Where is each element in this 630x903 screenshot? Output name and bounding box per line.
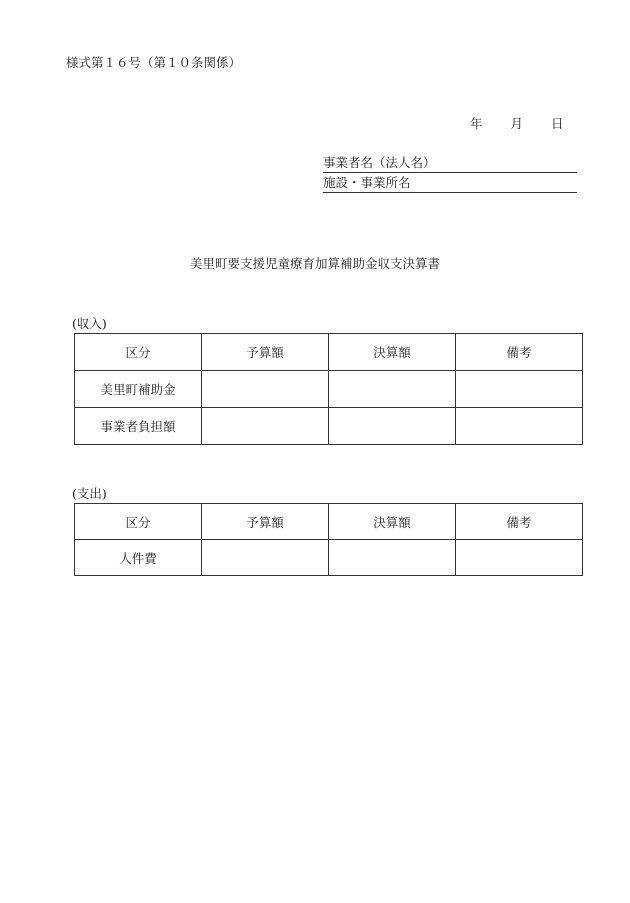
expense-header-remarks: 備考 [456,504,583,540]
expense-section-label: (支出) [72,486,107,501]
income-row-2-settlement-cell[interactable] [329,408,456,445]
income-section-label: (収入) [72,316,107,331]
facility-name-label: 施設・事業所名 [323,175,411,190]
income-header-row [75,334,583,371]
expense-row-1-settlement-cell[interactable] [329,540,456,576]
date-month-label: 月 [510,116,524,131]
income-row-1-category: 美里町補助金 [75,371,202,408]
income-row-1-remarks-cell[interactable] [456,371,583,408]
income-header-settlement: 決算額 [329,334,456,371]
income-row-2-remarks-cell[interactable] [456,408,583,445]
business-name-label: 事業者名（法人名） [323,155,436,170]
document-title: 美里町要支援児童療育加算補助金収支決算書 [189,256,440,271]
expense-header-budget: 予算額 [202,504,329,540]
date-year-label: 年 [470,116,483,131]
expense-row-1-budget-cell[interactable] [202,540,329,576]
income-header-category: 区分 [75,334,202,371]
income-row-2-category: 事業者負担額 [75,408,202,445]
income-row-2-budget-cell[interactable] [202,408,329,445]
expense-header-row [75,504,583,540]
facility-name-field[interactable] [323,175,577,193]
expense-row-1-category: 人件費 [75,540,202,576]
date-day-label: 日 [551,116,564,131]
table-row [75,371,583,408]
income-table [74,333,583,445]
income-header-remarks: 備考 [456,334,583,371]
income-header-budget: 予算額 [202,334,329,371]
income-row-1-settlement-cell[interactable] [329,371,456,408]
expense-header-settlement: 決算額 [329,504,456,540]
income-row-1-budget-cell[interactable] [202,371,329,408]
business-name-field[interactable] [323,155,577,173]
table-row [75,408,583,445]
form-number: 様式第１６号（第１０条関係） [66,55,242,70]
table-row [75,540,583,576]
date-line [470,116,564,132]
expense-header-category: 区分 [75,504,202,540]
expense-table [74,503,583,576]
expense-row-1-remarks-cell[interactable] [456,540,583,576]
